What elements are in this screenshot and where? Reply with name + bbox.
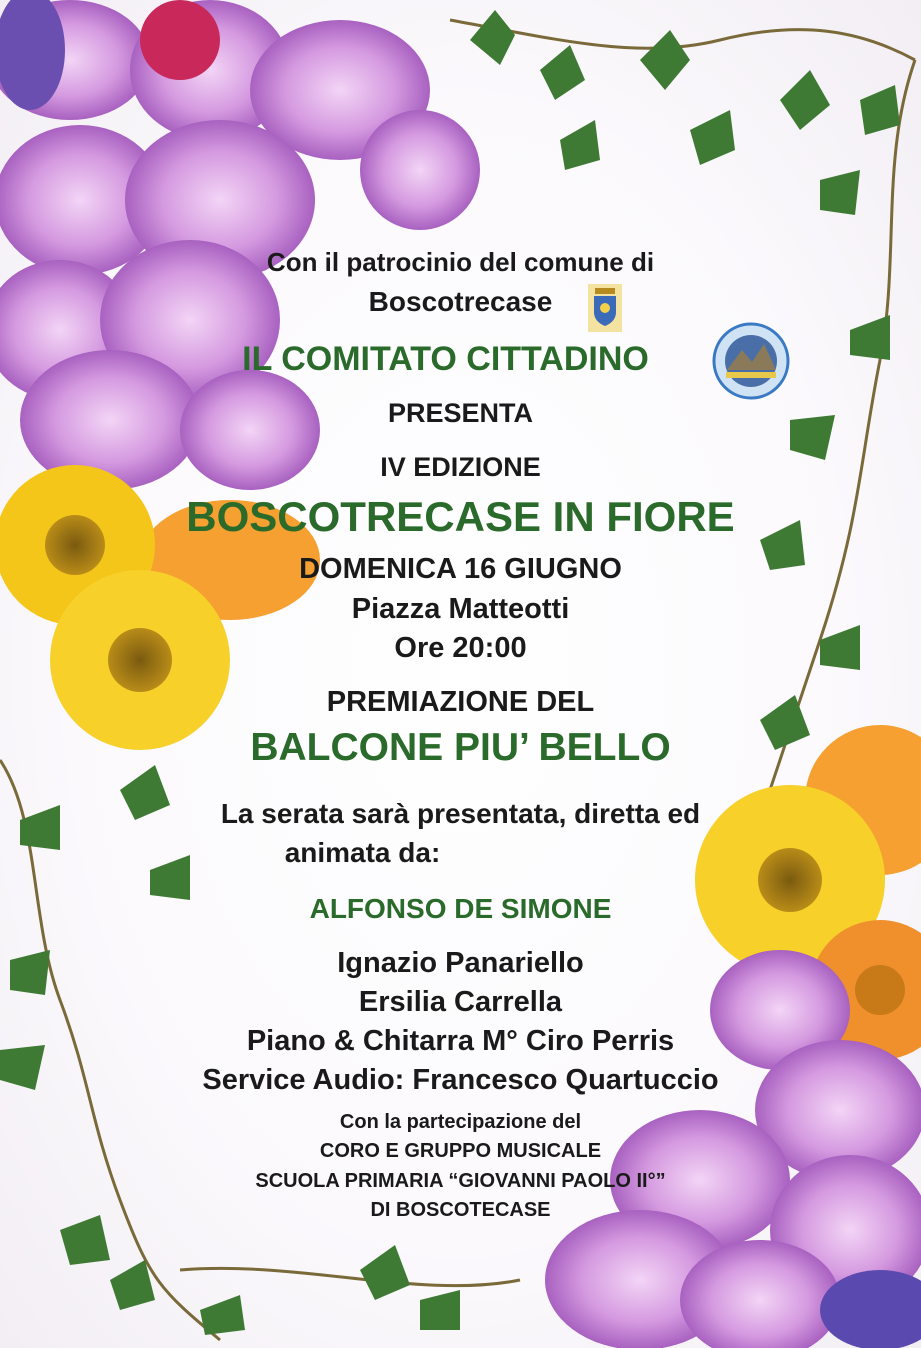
host-name-text: Piano & Chitarra M° Ciro Perris — [246, 1025, 675, 1057]
coat-of-arms-icon — [588, 284, 622, 332]
host-name-text: Ersilia Carrella — [358, 986, 563, 1018]
participation-line-3 — [0, 1170, 921, 1193]
host-name — [0, 1025, 921, 1058]
participation-text-4: DI BOSCOTECASE — [370, 1199, 551, 1221]
main-host-name: ALFONSO DE SIMONE — [309, 893, 612, 924]
hosts-intro-2 — [0, 837, 823, 869]
magenta-bud — [140, 0, 220, 80]
host-name-text: Ignazio Panariello — [337, 947, 584, 979]
event-time-text: Ore 20:00 — [394, 632, 527, 664]
participation-line-1 — [0, 1111, 921, 1134]
main-host — [0, 893, 921, 925]
municipality-line — [0, 286, 921, 318]
participation-line-4 — [0, 1199, 921, 1222]
award-title-text: BALCONE PIU’ BELLO — [250, 726, 671, 769]
hosts-intro-1 — [0, 798, 921, 830]
hosts-intro-text-1: La serata sarà presentata, diretta ed — [220, 798, 701, 829]
event-place — [0, 593, 921, 626]
award-title — [0, 726, 921, 770]
patronage-line — [0, 247, 921, 278]
event-title-text: BOSCOTRECASE IN FIORE — [186, 493, 735, 540]
host-name — [0, 1064, 921, 1097]
presents-text: PRESENTA — [387, 398, 534, 428]
host-name — [0, 986, 921, 1019]
host-name-text: Service Audio: Francesco Quartuccio — [202, 1064, 719, 1096]
organizer-name: IL COMITATO CITTADINO — [242, 340, 649, 378]
award-text: PREMIAZIONE DEL — [326, 686, 595, 718]
participation-text-2: CORO E GRUPPO MUSICALE — [319, 1140, 602, 1162]
event-title — [0, 493, 921, 541]
event-date-text: DOMENICA 16 GIUGNO — [299, 553, 622, 585]
participation-line-2 — [0, 1140, 921, 1163]
event-time — [0, 632, 921, 665]
event-place-text: Piazza Matteotti — [351, 593, 570, 625]
award-line — [0, 686, 921, 719]
committee-logo-icon — [712, 322, 790, 400]
municipality-name: Boscotrecase — [368, 286, 553, 317]
presents-line — [0, 398, 921, 429]
participation-text-3: SCUOLA PRIMARIA “GIOVANNI PAOLO II°” — [255, 1170, 666, 1192]
event-date — [0, 553, 921, 586]
host-name — [0, 947, 921, 980]
edition-line — [0, 452, 921, 483]
participation-text-1: Con la partecipazione del — [339, 1111, 582, 1133]
hosts-intro-text-2: animata da: — [284, 837, 441, 868]
patronage-text: Con il patrocinio del comune di — [266, 247, 655, 277]
edition-text: IV EDIZIONE — [380, 452, 541, 482]
